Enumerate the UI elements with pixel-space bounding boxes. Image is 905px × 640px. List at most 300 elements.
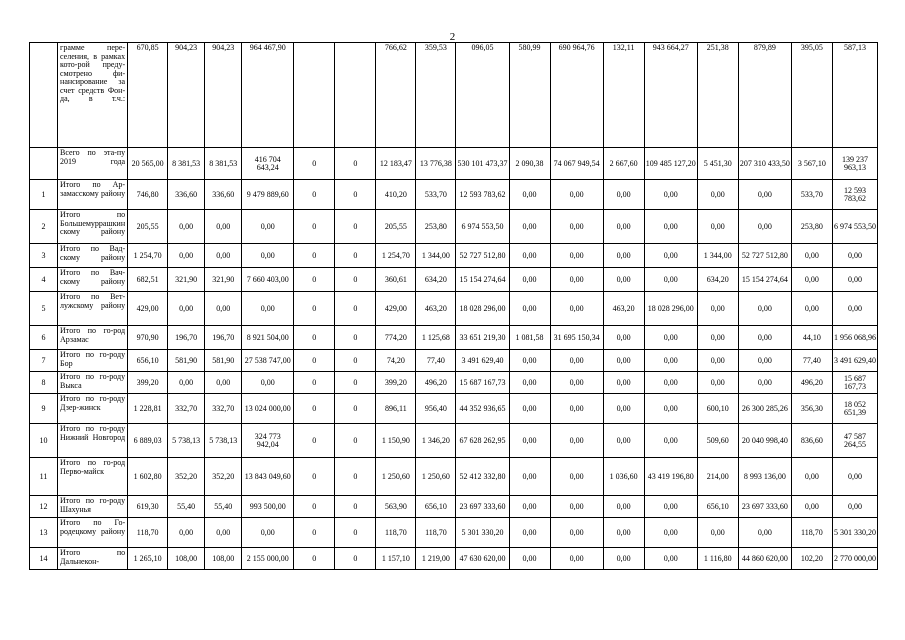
table-cell: 656,10 [697, 496, 738, 518]
row-index: 4 [30, 268, 58, 292]
table-row [30, 244, 878, 268]
table-cell: 0,00 [644, 180, 697, 210]
table-cell: 774,20 [376, 326, 416, 350]
table-cell: 0,00 [644, 518, 697, 548]
table-cell: 0,00 [603, 350, 644, 372]
table-cell: 0,00 [603, 548, 644, 570]
table-cell: 0,00 [603, 210, 644, 244]
row-name: грамме пере-селения, в рамках кото-рой преду-смотрено фи-нансирование за счет средств Фон-да, в т.ч.: [58, 43, 128, 148]
table-cell: 0,00 [550, 244, 603, 268]
table-cell: 13 843 049,60 [242, 458, 294, 496]
table-cell: 496,20 [791, 372, 832, 394]
table-cell: 0 [335, 372, 376, 394]
table-cell: 1 346,20 [416, 424, 456, 458]
table-cell [294, 43, 335, 148]
table-cell: 399,20 [376, 372, 416, 394]
table-cell: 352,20 [168, 458, 205, 496]
table-cell: 0 [294, 326, 335, 350]
table-cell: 0,00 [697, 326, 738, 350]
table-cell: 8 921 504,00 [242, 326, 294, 350]
row-name: Итого по го-роду Бор [58, 350, 128, 372]
table-row [30, 518, 878, 548]
table-cell: 0 [294, 458, 335, 496]
table-row [30, 43, 878, 148]
table-cell: 0,00 [509, 292, 550, 326]
table-cell: 0 [294, 424, 335, 458]
table-cell: 5 301 330,20 [456, 518, 509, 548]
table-cell: 52 412 332,80 [456, 458, 509, 496]
table-cell: 118,70 [128, 518, 168, 548]
table-cell: 634,20 [697, 268, 738, 292]
table-cell: 429,00 [128, 292, 168, 326]
table-cell: 0 [294, 548, 335, 570]
table-cell: 1 157,10 [376, 548, 416, 570]
table-cell: 0,00 [603, 394, 644, 424]
table-cell: 74,20 [376, 350, 416, 372]
table-cell: 18 028 296,00 [456, 292, 509, 326]
table-cell: 0 [335, 548, 376, 570]
table-cell: 332,70 [168, 394, 205, 424]
table-cell: 0,00 [509, 268, 550, 292]
table-cell: 496,20 [416, 372, 456, 394]
table-cell: 18 028 296,00 [644, 292, 697, 326]
row-index: 1 [30, 180, 58, 210]
table-cell: 0,00 [697, 292, 738, 326]
table-cell: 44,10 [791, 326, 832, 350]
table-cell: 964 467,90 [242, 43, 294, 148]
table-cell: 324 773 942,04 [242, 424, 294, 458]
row-index: 9 [30, 394, 58, 424]
table-cell: 20 040 998,40 [738, 424, 791, 458]
table-cell: 67 628 262,95 [456, 424, 509, 458]
table-cell: 360,61 [376, 268, 416, 292]
table-cell: 879,89 [738, 43, 791, 148]
table-cell: 533,70 [416, 180, 456, 210]
table-cell: 896,11 [376, 394, 416, 424]
table-cell: 15 154 274,64 [738, 268, 791, 292]
table-cell: 0 [335, 210, 376, 244]
table-cell: 3 567,10 [791, 148, 832, 180]
table-cell: 0,00 [550, 180, 603, 210]
row-index [30, 43, 58, 148]
table-cell: 656,10 [416, 496, 456, 518]
table-cell: 108,00 [168, 548, 205, 570]
table-cell: 0,00 [205, 210, 242, 244]
table-cell: 0 [335, 394, 376, 424]
table-cell: 0,00 [603, 424, 644, 458]
table-cell: 0 [294, 350, 335, 372]
table-cell: 766,62 [376, 43, 416, 148]
table-cell: 0,00 [205, 244, 242, 268]
table-cell: 0,00 [832, 458, 877, 496]
table-cell: 13 776,38 [416, 148, 456, 180]
table-cell: 356,30 [791, 394, 832, 424]
table-cell: 0,00 [791, 244, 832, 268]
table-cell: 196,70 [168, 326, 205, 350]
table-cell: 0 [335, 292, 376, 326]
table-cell: 0,00 [509, 394, 550, 424]
row-index: 6 [30, 326, 58, 350]
table-cell: 0 [294, 496, 335, 518]
table-row [30, 180, 878, 210]
table-cell: 0,00 [550, 268, 603, 292]
table-cell: 410,20 [376, 180, 416, 210]
table-cell: 634,20 [416, 268, 456, 292]
table-row [30, 148, 878, 180]
table-cell: 0,00 [738, 292, 791, 326]
table-cell: 336,60 [205, 180, 242, 210]
table-cell: 0,00 [603, 268, 644, 292]
table-cell: 533,70 [791, 180, 832, 210]
row-name: Итого по Ар-замасскому району [58, 180, 128, 210]
table-cell: 2 770 000,00 [832, 548, 877, 570]
table-cell: 904,23 [205, 43, 242, 148]
table-cell: 74 067 949,54 [550, 148, 603, 180]
table-cell: 0,00 [644, 424, 697, 458]
table-cell: 0,00 [509, 496, 550, 518]
table-cell: 332,70 [205, 394, 242, 424]
row-index [30, 148, 58, 180]
table-cell: 8 381,53 [205, 148, 242, 180]
table-cell: 0,00 [242, 292, 294, 326]
table-cell: 336,60 [168, 180, 205, 210]
table-row [30, 326, 878, 350]
table-row [30, 350, 878, 372]
table-cell: 0,00 [644, 210, 697, 244]
table-cell: 52 727 512,80 [738, 244, 791, 268]
table-cell: 0,00 [697, 350, 738, 372]
table-cell: 0,00 [791, 458, 832, 496]
table-cell: 0,00 [168, 372, 205, 394]
table-cell: 0,00 [697, 180, 738, 210]
table-cell: 0,00 [550, 424, 603, 458]
table-cell: 118,70 [791, 518, 832, 548]
table-cell: 43 419 196,80 [644, 458, 697, 496]
table-cell: 102,20 [791, 548, 832, 570]
table-cell: 12 593 783,62 [456, 180, 509, 210]
table-cell: 253,80 [416, 210, 456, 244]
table-cell: 15 687 167,73 [456, 372, 509, 394]
table-cell: 0,00 [644, 244, 697, 268]
table-cell: 2 155 000,00 [242, 548, 294, 570]
table-cell: 0,00 [168, 210, 205, 244]
table-cell: 0 [335, 326, 376, 350]
row-name: Итого по Го-родецкому району [58, 518, 128, 548]
table-cell: 108,00 [205, 548, 242, 570]
table-cell: 0 [335, 350, 376, 372]
table-cell: 20 565,00 [128, 148, 168, 180]
table-cell: 993 500,00 [242, 496, 294, 518]
table-cell: 0 [335, 496, 376, 518]
table-cell: 0,00 [205, 292, 242, 326]
table-cell: 0,00 [603, 244, 644, 268]
table-cell: 5 301 330,20 [832, 518, 877, 548]
table-cell: 55,40 [205, 496, 242, 518]
table-cell: 205,55 [376, 210, 416, 244]
table-cell: 139 237 963,13 [832, 148, 877, 180]
table-row [30, 424, 878, 458]
table-cell: 0,00 [509, 424, 550, 458]
table-cell: 0 [335, 268, 376, 292]
table-cell: 44 860 620,00 [738, 548, 791, 570]
table-cell: 0,00 [603, 180, 644, 210]
row-index: 14 [30, 548, 58, 570]
row-name: Итого по Вет-лужскому району [58, 292, 128, 326]
table-cell: 0,00 [697, 518, 738, 548]
table-cell: 1 956 068,96 [832, 326, 877, 350]
table-cell: 5 738,13 [168, 424, 205, 458]
table-cell: 5 738,13 [205, 424, 242, 458]
table-cell: 109 485 127,20 [644, 148, 697, 180]
table-cell: 463,20 [416, 292, 456, 326]
row-index: 5 [30, 292, 58, 326]
table-cell: 690 964,76 [550, 43, 603, 148]
table-cell: 0,00 [550, 548, 603, 570]
table-cell: 0,00 [644, 350, 697, 372]
table-cell: 096,05 [456, 43, 509, 148]
table-cell: 47 587 264,55 [832, 424, 877, 458]
row-name: Итого по го-роду Шахунья [58, 496, 128, 518]
table-cell: 0 [294, 244, 335, 268]
table-cell: 23 697 333,60 [738, 496, 791, 518]
table-cell: 359,53 [416, 43, 456, 148]
table-cell: 0,00 [832, 244, 877, 268]
table-cell: 0,00 [697, 372, 738, 394]
row-index: 2 [30, 210, 58, 244]
table-cell: 15 687 167,73 [832, 372, 877, 394]
row-name: Итого по го-роду Дзер-жинск [58, 394, 128, 424]
table-cell: 1 265,10 [128, 548, 168, 570]
table-cell: 8 993 136,00 [738, 458, 791, 496]
table-cell: 0,00 [738, 326, 791, 350]
table-cell: 956,40 [416, 394, 456, 424]
table-cell: 0,00 [644, 548, 697, 570]
table-cell: 0,00 [509, 548, 550, 570]
table-cell: 55,40 [168, 496, 205, 518]
table-row [30, 268, 878, 292]
table-cell: 416 704 643,24 [242, 148, 294, 180]
table-cell: 0,00 [832, 292, 877, 326]
table-cell: 5 451,30 [697, 148, 738, 180]
table-cell: 1 344,00 [416, 244, 456, 268]
row-name: Итого по го-род Арзамас [58, 326, 128, 350]
table-cell: 0,00 [644, 372, 697, 394]
table-cell: 7 660 403,00 [242, 268, 294, 292]
table-cell: 13 024 000,00 [242, 394, 294, 424]
table-cell: 0,00 [603, 372, 644, 394]
table-cell: 0,00 [738, 180, 791, 210]
table-cell: 1 250,60 [416, 458, 456, 496]
table-cell: 1 036,60 [603, 458, 644, 496]
row-index: 8 [30, 372, 58, 394]
table-cell: 27 538 747,00 [242, 350, 294, 372]
table-cell: 1 254,70 [128, 244, 168, 268]
table-cell: 196,70 [205, 326, 242, 350]
table-cell: 6 974 553,50 [832, 210, 877, 244]
table-cell: 44 352 936,65 [456, 394, 509, 424]
table-cell: 0,00 [242, 210, 294, 244]
table-cell: 9 479 889,60 [242, 180, 294, 210]
data-table [29, 42, 878, 570]
table-cell: 321,90 [168, 268, 205, 292]
table-cell: 12 593 783,62 [832, 180, 877, 210]
table-cell: 0,00 [832, 496, 877, 518]
table-cell: 970,90 [128, 326, 168, 350]
table-cell: 1 228,81 [128, 394, 168, 424]
row-name: Итого по го-род Перво-майск [58, 458, 128, 496]
table-cell: 0,00 [738, 372, 791, 394]
table-cell: 0,00 [791, 496, 832, 518]
table-cell: 670,85 [128, 43, 168, 148]
table-row [30, 496, 878, 518]
table-cell: 0,00 [550, 210, 603, 244]
table-cell: 33 651 219,30 [456, 326, 509, 350]
table-cell: 31 695 150,34 [550, 326, 603, 350]
table-cell: 0,00 [509, 518, 550, 548]
table-cell: 581,90 [205, 350, 242, 372]
row-name: Всего по эта-пу 2019 года [58, 148, 128, 180]
table-cell: 0,00 [168, 518, 205, 548]
table-cell: 0,00 [603, 518, 644, 548]
table-cell: 0,00 [242, 518, 294, 548]
page-number: 2 [449, 31, 456, 43]
table-row [30, 548, 878, 570]
table-row [30, 372, 878, 394]
table-cell: 118,70 [376, 518, 416, 548]
table-cell: 682,51 [128, 268, 168, 292]
table-cell: 0,00 [550, 350, 603, 372]
table-cell: 836,60 [791, 424, 832, 458]
table-row [30, 458, 878, 496]
table-cell: 321,90 [205, 268, 242, 292]
table-cell: 2 667,60 [603, 148, 644, 180]
table-cell: 587,13 [832, 43, 877, 148]
table-cell: 0 [294, 180, 335, 210]
table-cell: 0,00 [205, 518, 242, 548]
table-cell: 0,00 [550, 458, 603, 496]
table-cell: 0,00 [738, 518, 791, 548]
table-cell: 18 052 651,39 [832, 394, 877, 424]
table-cell: 0 [294, 148, 335, 180]
table-cell: 0,00 [603, 326, 644, 350]
table-cell: 118,70 [416, 518, 456, 548]
table-cell: 0,00 [791, 268, 832, 292]
table-cell: 1 602,80 [128, 458, 168, 496]
table-cell: 2 090,38 [509, 148, 550, 180]
row-name: Итого по го-роду Нижний Новгород [58, 424, 128, 458]
table-cell: 0,00 [509, 458, 550, 496]
table-cell: 0,00 [509, 244, 550, 268]
table-cell: 251,38 [697, 43, 738, 148]
table-cell: 0,00 [168, 244, 205, 268]
table-cell: 3 491 629,40 [456, 350, 509, 372]
table-cell: 1 125,68 [416, 326, 456, 350]
table-cell [335, 43, 376, 148]
row-index: 13 [30, 518, 58, 548]
table-row [30, 210, 878, 244]
row-name: Итого по Дальнекон- [58, 548, 128, 570]
table-cell: 509,60 [697, 424, 738, 458]
table-cell: 0 [335, 244, 376, 268]
table-cell: 6 889,03 [128, 424, 168, 458]
table-cell: 904,23 [168, 43, 205, 148]
table-cell: 0 [294, 518, 335, 548]
table-cell: 0,00 [509, 350, 550, 372]
table-cell: 0,00 [550, 496, 603, 518]
row-index: 3 [30, 244, 58, 268]
table-cell: 0,00 [603, 496, 644, 518]
table-cell: 395,05 [791, 43, 832, 148]
table-cell: 0 [294, 394, 335, 424]
row-name: Итого по Вад-скому району [58, 244, 128, 268]
table-cell: 0,00 [644, 394, 697, 424]
table-cell: 619,30 [128, 496, 168, 518]
table-cell: 0 [335, 180, 376, 210]
table-cell: 0,00 [205, 372, 242, 394]
row-index: 10 [30, 424, 58, 458]
table-cell: 0,00 [509, 180, 550, 210]
table-cell: 0 [335, 424, 376, 458]
table-cell: 214,00 [697, 458, 738, 496]
table-cell: 429,00 [376, 292, 416, 326]
table-cell: 0,00 [697, 210, 738, 244]
table-cell: 530 101 473,37 [456, 148, 509, 180]
table-cell: 0,00 [644, 496, 697, 518]
table-cell: 23 697 333,60 [456, 496, 509, 518]
table-cell: 0 [294, 372, 335, 394]
table-cell: 0 [294, 210, 335, 244]
table-cell: 1 219,00 [416, 548, 456, 570]
table-cell: 0 [294, 268, 335, 292]
table-cell: 563,90 [376, 496, 416, 518]
table-cell: 1 254,70 [376, 244, 416, 268]
table-cell: 0,00 [550, 292, 603, 326]
row-index: 12 [30, 496, 58, 518]
table-cell: 52 727 512,80 [456, 244, 509, 268]
table-cell: 0 [335, 458, 376, 496]
table-cell: 0,00 [242, 372, 294, 394]
table-cell: 0,00 [550, 394, 603, 424]
table-cell: 132,11 [603, 43, 644, 148]
table-cell: 207 310 433,50 [738, 148, 791, 180]
table-cell: 26 300 285,26 [738, 394, 791, 424]
table-cell: 0,00 [791, 292, 832, 326]
table-cell: 12 183,47 [376, 148, 416, 180]
table-cell: 0 [294, 292, 335, 326]
table-cell: 0,00 [644, 268, 697, 292]
table-cell: 6 974 553,50 [456, 210, 509, 244]
table-cell: 463,20 [603, 292, 644, 326]
table-cell: 0,00 [242, 244, 294, 268]
table-cell: 1 150,90 [376, 424, 416, 458]
table-cell: 15 154 274,64 [456, 268, 509, 292]
table-cell: 580,99 [509, 43, 550, 148]
table-cell: 0,00 [550, 372, 603, 394]
table-cell: 253,80 [791, 210, 832, 244]
table-cell: 47 630 620,00 [456, 548, 509, 570]
row-name: Итого по Вач-скому району [58, 268, 128, 292]
table-cell: 656,10 [128, 350, 168, 372]
row-index: 11 [30, 458, 58, 496]
table-cell: 77,40 [416, 350, 456, 372]
table-cell: 581,90 [168, 350, 205, 372]
row-name: Итого по го-роду Выкса [58, 372, 128, 394]
table-cell: 0,00 [738, 210, 791, 244]
table-cell: 0,00 [509, 372, 550, 394]
table-cell: 0,00 [509, 210, 550, 244]
table-cell: 1 250,60 [376, 458, 416, 496]
table-cell: 3 491 629,40 [832, 350, 877, 372]
